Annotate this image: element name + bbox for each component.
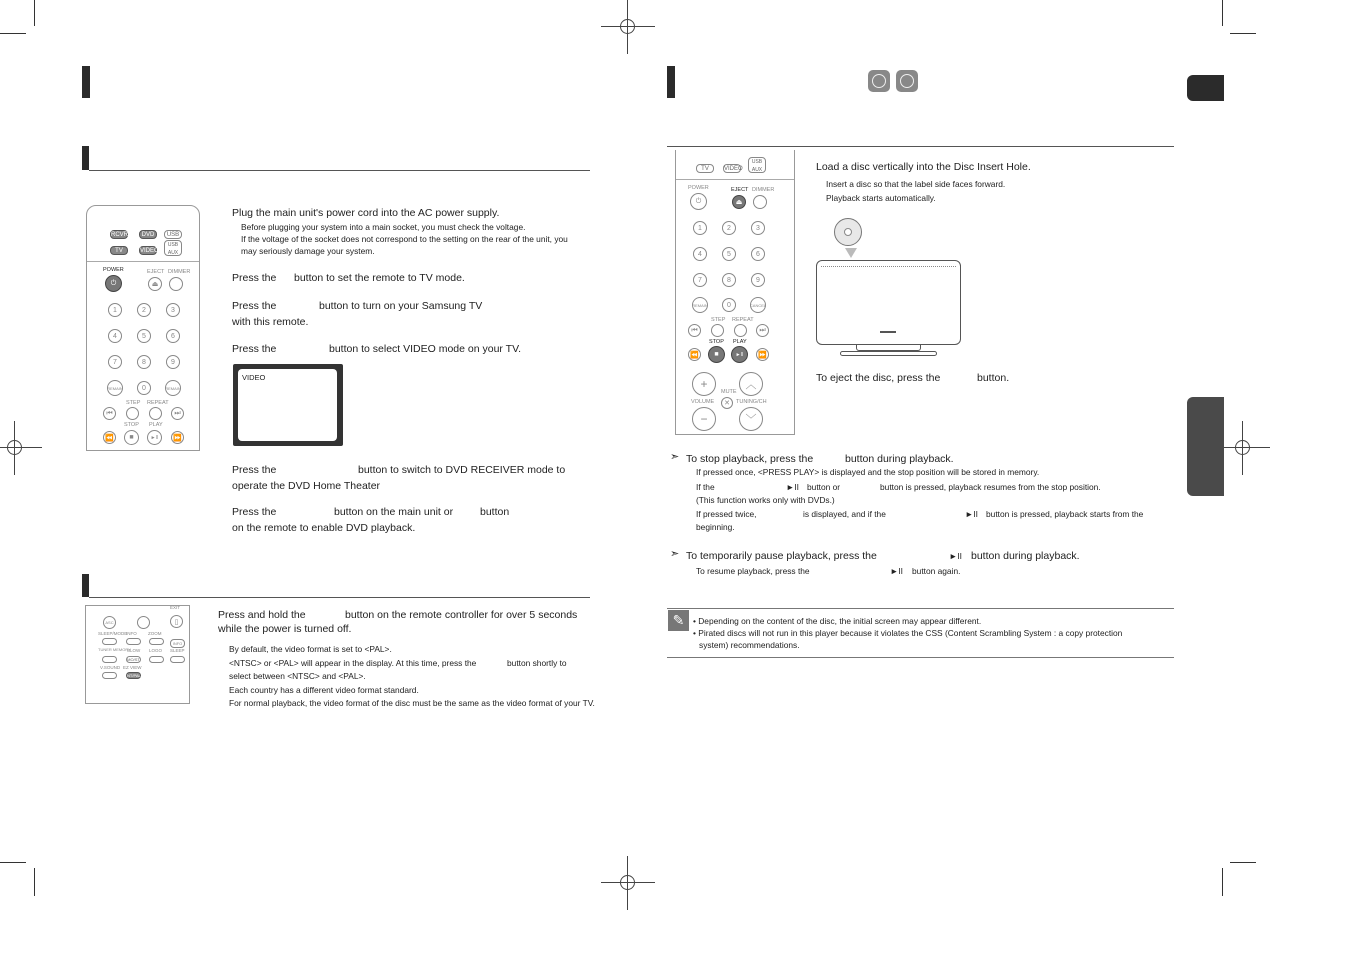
tv-screen-label: VIDEO [242,373,266,382]
info-button: INFO [170,639,185,648]
power-label: POWER [103,267,124,273]
crop-mark [1222,868,1223,896]
digit-0-button: 0 [722,298,736,312]
eject-icon: ⏏ [732,195,746,209]
tuner-memory-label: TUNER MEMORY [98,647,131,652]
cancel-button: CANCEL [750,297,766,313]
crop-mark [0,862,26,863]
eject-text-post: button. [977,372,1010,384]
tv-button: TV [110,246,128,255]
crop-mark [34,0,35,26]
play-pause-glyph: ►II [965,509,978,519]
step-5-text-cont: operate the DVD Home Theater [232,480,381,492]
digit-7-button: 7 [108,355,122,369]
step-icon [711,324,724,337]
step-1-note: may seriously damage your system. [241,246,375,256]
test-tone-icon [137,616,150,629]
ez-view-label: EZ VIEW [123,665,142,670]
fast-forward-icon: ⏩ [171,431,184,444]
chapter-tab [1187,397,1224,496]
play-pause-icon: ►II [147,430,162,445]
digit-9-button: 9 [166,355,180,369]
exit-button: ▯ [170,615,183,628]
video-format-note: For normal playback, the video format of the disc must be the same as the video format of your TV. [229,698,595,708]
video-button: VIDEO [140,248,159,254]
play-pause-icon: ►II [731,346,748,363]
play-pause-glyph: ►II [890,566,903,576]
remote-button [102,672,117,679]
step-label: STEP [711,317,726,323]
tuning-down-icon: ﹀ [739,407,763,431]
step-3-text-post: button to turn on your Samsung TV [319,300,483,312]
step-6-text-pre: Press the [232,506,277,518]
note-text: • Depending on the content of the disc, the initial screen may appear different. [693,616,982,626]
eject-label: EJECT [147,269,165,275]
remote-button [149,656,164,663]
pause-note-pre: To resume playback, press the [696,566,810,576]
step-2-text-post: button to set the remote to TV mode. [294,272,465,284]
stop-text-pre: To stop playback, press the [686,453,814,465]
main-unit-base [840,351,937,356]
remain-button: REMAIN [692,297,708,313]
dimmer-label: DIMMER [168,269,191,275]
step-3-text-pre: Press the [232,300,277,312]
skip-back-icon: ⏮ [688,324,701,337]
dvd-button: DVD [139,230,157,239]
digit-7-button: 7 [693,273,707,287]
video-format-note: <NTSC> or <PAL> will appear in the display. At this time, press the [229,658,477,668]
video-format-text-cont: while the power is turned off. [218,623,352,635]
step-1-text: Plug the main unit's power cord into the AC power supply. [232,207,500,219]
tv-button: TV [696,164,714,173]
load-disc-text: Load a disc vertically into the Disc Insert Hole. [816,161,1031,173]
step-3-text-cont: with this remote. [232,316,309,328]
play-label: PLAY [733,339,747,345]
digit-1-button: 1 [108,303,122,317]
exit-label: EXIT [170,605,181,610]
volume-down-icon: − [692,407,716,431]
dvd-disc-icon [868,70,890,92]
play-pause-glyph: ►II [786,482,799,492]
note-pencil-icon: ✎ [668,610,689,631]
power-icon: ⏻ [690,193,707,210]
stop-note: (This function works only with DVDs.) [696,495,835,505]
repeat-icon [734,324,747,337]
remote-divider [676,179,795,180]
digit-6-button: 6 [166,329,180,343]
registration-mark [0,421,42,475]
play-label: PLAY [149,422,163,428]
crop-mark [1230,33,1256,34]
digit-2-button: 2 [137,303,151,317]
video-format-note: By default, the video format is set to <PAL>. [229,644,392,654]
eject-icon: ⏏ [148,277,162,291]
usb-aux-button: USB AUX [164,240,182,256]
arrow-bullet-icon: ➣ [670,451,680,463]
arrow-bullet-icon: ➣ [670,548,680,560]
step-6-text-cont: on the remote to enable DVD playback. [232,522,416,534]
skip-forward-icon: ⏭ [756,324,769,337]
stop-icon: ■ [708,346,725,363]
digit-3-button: 3 [751,221,765,235]
remote-button [102,656,117,663]
digit-0-button: 0 [137,381,151,395]
digit-3-button: 3 [166,303,180,317]
digit-8-button: 8 [722,273,736,287]
zoom-label: ZOOM [148,631,162,636]
power-icon: ⏻ [105,275,122,292]
section-title-bar [667,66,675,98]
volume-label: VOLUME [691,399,715,405]
digit-4-button: 4 [693,247,707,261]
rewind-icon: ⏪ [103,431,116,444]
step-icon [126,407,139,420]
asc-button: ASC [103,616,116,629]
load-disc-note: Insert a disc so that the label side faces forward. [826,179,1006,189]
step-5-text-pre: Press the [232,464,277,476]
dimmer-icon [169,277,183,291]
cd-disc-icon [896,70,918,92]
tv-screen [238,369,337,441]
cancel-button: REMAIN [165,380,181,396]
step-label: STEP [126,400,141,406]
digit-1-button: 1 [693,221,707,235]
stop-label: STOP [709,339,724,345]
pause-text-pre: To temporarily pause playback, press the [686,550,877,562]
mute-label: MUTE [721,389,737,395]
subsection-rule [89,170,590,171]
note-text: system) recommendations. [699,640,800,650]
crop-mark [1230,862,1256,863]
crop-mark [34,868,35,896]
main-unit-illustration [816,260,961,345]
stop-label: STOP [124,422,139,428]
v-sound-label: V.SOUND [100,665,121,670]
repeat-icon [149,407,162,420]
stop-note-post: button is pressed, playback resumes from the stop position. [880,482,1101,492]
video-format-note: select between <NTSC> and <PAL>. [229,671,366,681]
digit-5-button: 5 [722,247,736,261]
sleep-mode-label: SLEEP/MODE [98,631,128,636]
usb-aux-button: USB AUX [748,157,766,173]
fast-forward-icon: ⏩ [756,348,769,361]
video-format-text-post: button on the remote controller for over 5 seconds [345,609,578,621]
subsection-bar [82,574,89,597]
remote-button [102,638,117,645]
step-6-text-mid: button on the main unit or [334,506,454,518]
stop-note-pre: If pressed twice, [696,509,757,519]
slow-label: SLOW [127,648,141,653]
digit-4-button: 4 [108,329,122,343]
section-rule [667,146,1174,147]
note-text: • Pirated discs will not run in this player because it violates the CSS (Content Scrambling System : a copy protection [693,628,1123,638]
remote-divider [87,261,200,262]
page-tab [1187,75,1224,101]
step-4-text-pre: Press the [232,343,277,355]
step-2-text-pre: Press the [232,272,277,284]
info-label: INFO [126,631,137,636]
stop-note-mid: button or [807,482,841,492]
disc-illustration [834,218,862,246]
eject-label: EJECT [731,187,749,193]
remote-control-illustration [675,150,795,435]
registration-mark [601,856,655,910]
digit-9-button: 9 [751,273,765,287]
remote-control-illustration [86,205,200,451]
remote-button [170,656,185,663]
crop-mark [0,33,26,34]
subsection-rule [89,597,590,598]
note-rule [667,608,1174,609]
stop-note-pre: If the [696,482,715,492]
remain-button: REMAIN [107,380,123,396]
rewind-icon: ⏪ [688,348,701,361]
subsection-bar [82,146,89,170]
note-rule [667,657,1174,658]
step-6-text-post: button [480,506,510,518]
digit-5-button: 5 [137,329,151,343]
digit-2-button: 2 [722,221,736,235]
stop-note: beginning. [696,522,735,532]
repeat-label: REPEAT [732,317,754,323]
insert-arrow-icon [845,248,857,258]
video-button: VIDEO [724,166,743,172]
registration-mark [601,0,655,54]
stop-note-post: button is pressed, playback starts from the [986,509,1144,519]
step-5-text-post: button to switch to DVD RECEIVER mode to [358,464,566,476]
mo-st-button: MO/ST [127,657,140,662]
logo-label: LOGO [149,648,163,653]
tv-screen-illustration [233,364,343,446]
step-1-note: Before plugging your system into a main socket, you must check the voltage. [241,222,526,232]
sleep-label: SLEEP [170,648,185,653]
skip-back-icon: ⏮ [103,407,116,420]
power-label: POWER [688,185,709,191]
stop-note-mid: is displayed, and if the [803,509,886,519]
video-format-note: button shortly to [507,658,567,668]
digit-8-button: 8 [137,355,151,369]
main-unit-top-strip [821,264,956,267]
nt-pal-button: NT/PAL [127,673,141,678]
play-pause-glyph: ►II [949,551,962,561]
step-4-text-post: button to select VIDEO mode on your TV. [329,343,522,355]
remote-button [126,638,141,645]
remote-button [149,638,164,645]
main-unit-logo [880,331,896,333]
disc-center [844,228,852,236]
step-1-note: If the voltage of the socket does not correspond to the setting on the rear of the unit, you [241,234,568,244]
usb-button: USB [164,230,182,239]
eject-text-pre: To eject the disc, press the [816,372,941,384]
tuning-ch-label: TUNING/CH [736,399,767,405]
video-format-text-pre: Press and hold the [218,609,306,621]
stop-note: If pressed once, <PRESS PLAY> is displayed and the stop position will be stored in memory. [696,467,1040,477]
mute-icon: ✕ [721,397,733,409]
stop-icon: ■ [124,430,139,445]
stop-text-post: button during playback. [845,453,954,465]
digit-6-button: 6 [751,247,765,261]
dimmer-label: DIMMER [752,187,775,193]
crop-mark [1222,0,1223,26]
load-disc-note: Playback starts automatically. [826,193,936,203]
registration-mark [1216,421,1270,475]
pause-text-post: button during playback. [971,550,1080,562]
video-format-note: Each country has a different video format standard. [229,685,419,695]
dimmer-icon [753,195,767,209]
section-title-bar [82,66,90,98]
remote-control-detail-illustration [85,605,190,704]
pause-note-post: button again. [912,566,961,576]
repeat-label: REPEAT [147,400,169,406]
skip-forward-icon: ⏭ [171,407,184,420]
volume-up-icon: + [692,372,716,396]
tuning-up-icon: ︿ [739,372,763,396]
rcvr-button: RCVR [111,232,129,238]
